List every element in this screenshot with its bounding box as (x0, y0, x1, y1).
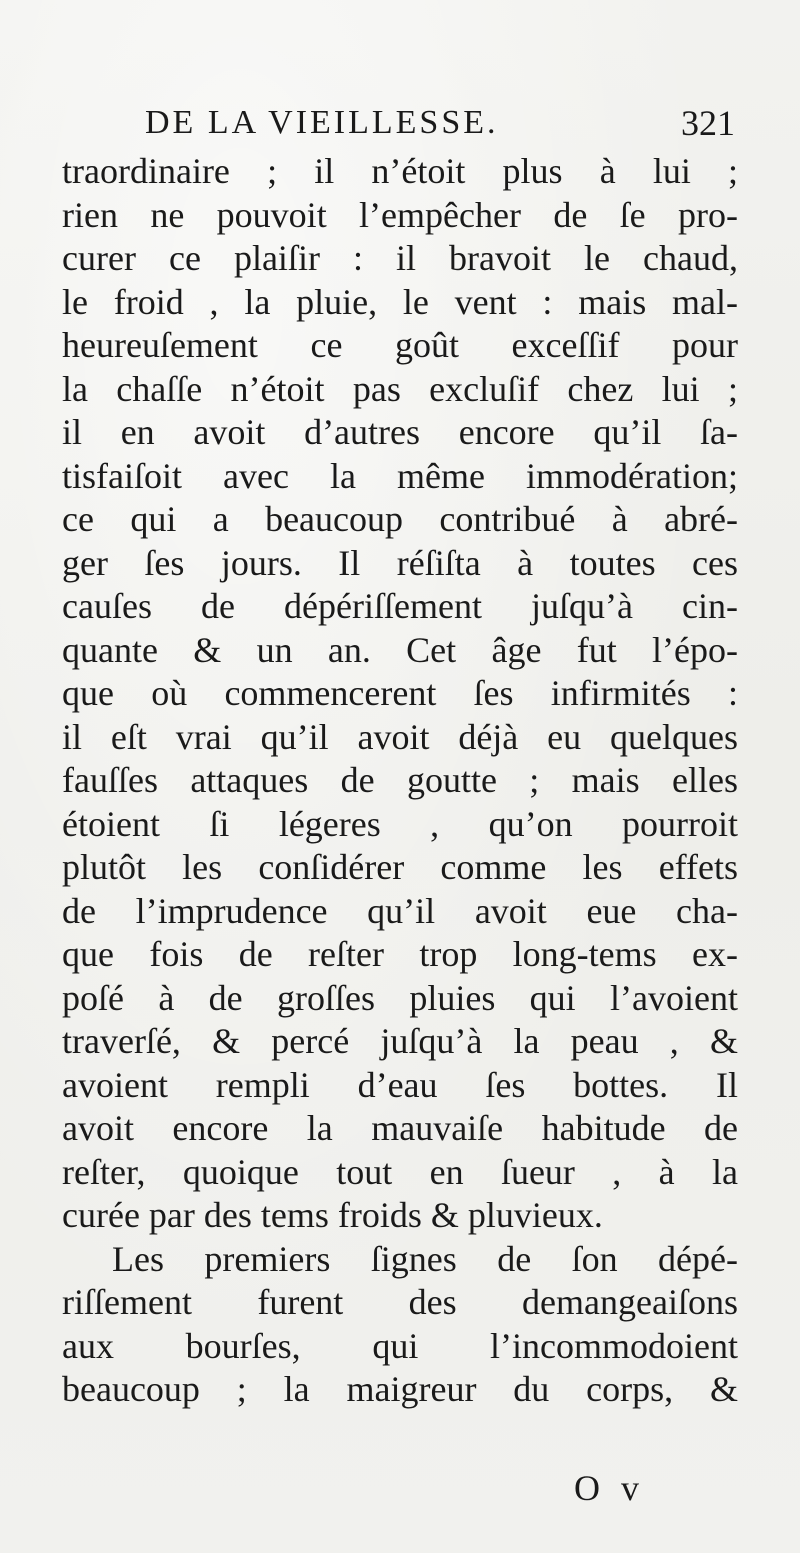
text-line: il en avoit d’autres encore qu’il ſa- (62, 412, 738, 452)
text-line: riſſement furent des demangeaiſons (62, 1282, 738, 1322)
text-line: avoient rempli d’eau ſes bottes. Il (62, 1064, 738, 1105)
text-line: traverſé, & percé juſqu’à la peau , & (62, 1021, 738, 1061)
text-line-paragraph-end: curée par des tems froids & pluvieux. (62, 1195, 603, 1235)
text-line: le froid , la pluie, le vent : mais mal- (62, 281, 738, 322)
text-line: la chaſſe n’étoit pas excluſif chez lui ; (62, 368, 738, 409)
page-header (145, 103, 745, 143)
text-line: heureuſement ce goût exceſſif pour (62, 325, 738, 365)
text-line: quante & un an. Cet âge fut l’épo- (62, 629, 738, 670)
running-head: DE LA VIEILLESSE. (145, 104, 499, 141)
text-line: avoit encore la mauvaiſe habitude de (62, 1108, 738, 1148)
text-line: ger ſes jours. Il réſiſta à toutes ces (62, 542, 738, 583)
text-line-paragraph-start: Les premiers ſignes de ſon dépé- (112, 1238, 738, 1279)
body-text (62, 150, 738, 1412)
text-line: de l’imprudence qu’il avoit eue cha- (62, 890, 738, 931)
text-line: aux bourſes, qui l’incommodoient (62, 1325, 738, 1366)
text-line: reſter, quoique tout en ſueur , à la (62, 1151, 738, 1192)
text-line: ce qui a beaucoup contribué à abré- (62, 499, 738, 539)
text-line: curer ce plaiſir : il bravoit le chaud, (62, 238, 738, 278)
text-line: poſé à de groſſes pluies qui l’avoient (62, 977, 738, 1018)
text-line: cauſes de dépériſſement juſqu’à cin- (62, 586, 738, 626)
text-line: il eſt vrai qu’il avoit déjà eu quelques (62, 716, 738, 757)
text-line: que fois de reſter trop long-tems ex- (62, 934, 738, 974)
signature-mark: O v (574, 1468, 645, 1508)
text-line: rien ne pouvoit l’empêcher de ſe pro- (62, 194, 738, 235)
text-line: que où commencerent ſes infirmités : (62, 673, 738, 713)
text-line: fauſſes attaques de goutte ; mais elles (62, 760, 738, 800)
text-line: traordinaire ; il n’étoit plus à lui ; (62, 151, 738, 191)
text-line: étoient ſi légeres , qu’on pourroit (62, 803, 738, 844)
text-line: plutôt les conſidérer comme les effets (62, 847, 738, 887)
text-line: beaucoup ; la maigreur du corps, & (62, 1369, 738, 1409)
page-number: 321 (681, 103, 735, 143)
text-line: tisfaiſoit avec la même immodération; (62, 455, 738, 496)
